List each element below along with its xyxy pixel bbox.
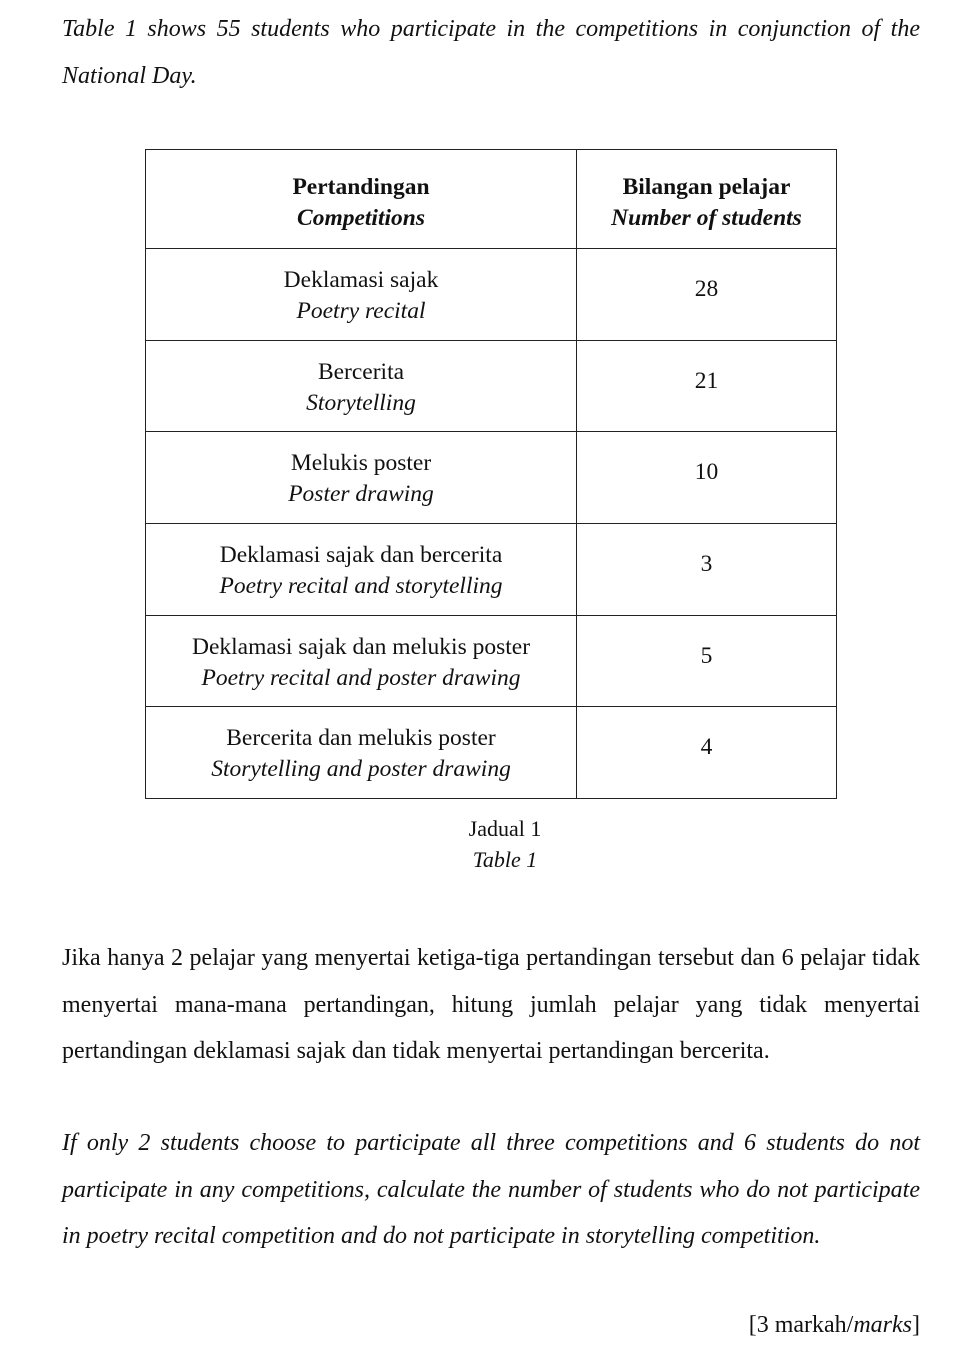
student-count-cell: 28: [577, 249, 837, 341]
student-count-cell: 5: [577, 615, 837, 707]
table-row: [146, 615, 837, 707]
header-number: [577, 150, 837, 249]
competition-en: Poetry recital: [296, 298, 426, 324]
competition-cell: [146, 707, 577, 799]
header-label-en: Number of students: [611, 205, 802, 231]
table-row: [146, 249, 837, 341]
competition-en: Poetry recital and storytelling: [219, 573, 503, 600]
caption-ms: Jadual 1: [468, 816, 542, 841]
student-count-cell: 3: [577, 524, 837, 616]
table-row: [146, 432, 837, 524]
student-count-cell: 21: [577, 340, 837, 432]
competitions-table: [145, 149, 837, 799]
header-label-ms: Pertandingan: [292, 174, 430, 200]
caption-en: Table 1: [472, 847, 538, 872]
question-ms: Jika hanya 2 pelajar yang menyertai ketiga-tiga pertandingan tersebut dan 6 pelajar tidak menyertai mana-mana pertandingan, hitung jumlah pelajar yang tidak menyertai pertandingan deklamasi sajak dan tidak menyertai pertandingan bercerita.: [62, 945, 920, 1064]
competition-ms: Bercerita: [317, 358, 405, 385]
marks-label: [749, 1312, 920, 1339]
marks-en: marks: [853, 1312, 912, 1338]
competition-cell: [146, 615, 577, 707]
competition-en: Storytelling and poster drawing: [211, 756, 511, 783]
header-label-ms: Bilangan pelajar: [622, 174, 791, 200]
question-en: If only 2 students choose to participate all three competitions and 6 students do not participate in any competitions, calculate the number of students who do not participate in poetry recital competition and do not participate in storytelling competition.: [62, 1130, 920, 1249]
competition-ms: Melukis poster: [290, 450, 432, 477]
competition-cell: [146, 249, 577, 341]
competition-en: Poetry recital and poster drawing: [201, 664, 521, 691]
competition-en: Poster drawing: [288, 481, 434, 508]
marks-prefix: [3 markah/: [748, 1312, 854, 1338]
intro-text: Table 1 shows 55 students who participate in the competitions in conjunction of the National Day.: [62, 16, 920, 89]
table-header-row: [146, 150, 837, 249]
student-count-cell: 10: [577, 432, 837, 524]
competition-ms: Bercerita dan melukis poster: [226, 725, 496, 752]
header-label-en: Competitions: [297, 205, 425, 231]
marks-suffix: ]: [912, 1312, 920, 1338]
header-competitions: [146, 150, 577, 249]
competition-cell: [146, 340, 577, 432]
competition-cell: [146, 524, 577, 616]
student-count-cell: 4: [577, 707, 837, 799]
competition-ms: Deklamasi sajak dan melukis poster: [191, 633, 531, 660]
competition-en: Storytelling: [306, 389, 416, 416]
competition-ms: Deklamasi sajak dan bercerita: [219, 542, 503, 569]
competition-ms: Deklamasi sajak: [283, 267, 439, 293]
table-row: [146, 524, 837, 616]
competition-cell: [146, 432, 577, 524]
table-row: [146, 340, 837, 432]
table-row: [146, 707, 837, 799]
